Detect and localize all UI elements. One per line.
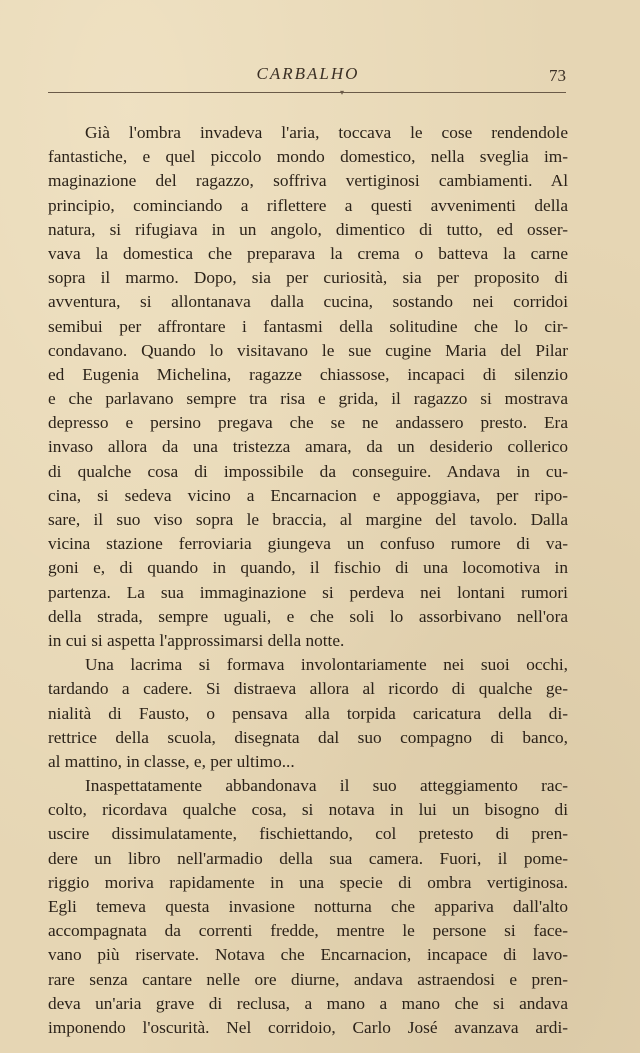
body-text [48,121,568,1040]
text-line: ed Eugenia Michelina, ragazze chiassose, incapaci di silenzio [48,364,568,384]
text-line: vicina stazione ferroviaria giungeva un confuso rumore di va- [48,534,568,554]
text-line: deva un'aria grave di reclusa, a mano a mano che si andava [48,993,568,1013]
paragraph [48,653,568,774]
text-line: nialità di Fausto, o pensava alla torpida caricatura della di- [48,703,568,723]
text-line: cina, si sedeva vicino a Encarnacion e appoggiava, per ripo- [48,485,568,505]
text-line: partenza. La sua immaginazione si perdeva nei lontani rumori [48,582,568,602]
text-line: dere un libro nell'armadio della sua camera. Fuori, il pome- [48,848,568,868]
text-line: in cui si aspetta l'approssimarsi della notte. [48,630,345,650]
text-line: della strada, sempre uguali, e che soli lo assorbivano nell'ora [48,606,568,626]
paragraph [48,121,568,653]
header-rule [48,92,566,93]
text-line: riggio moriva rapidamente in una specie di ombra vertiginosa. [48,872,568,892]
text-line: avventura, si allontanava dalla cucina, sostando nei corridoi [48,292,568,312]
text-line: sare, il suo viso sopra le braccia, al margine del tavolo. Dalla [48,510,568,529]
rule-ornament: ▾ [340,88,345,97]
text-line: Una lacrima si formava involontariamente nei suoi occhi, [85,655,568,675]
text-line: rettrice della scuola, disegnata dal suo compagno di banco, [48,727,568,747]
text-line: tardando a cadere. Si distraeva allora al ricordo di qualche ge- [48,679,568,699]
text-line: e che parlavano sempre tra risa e grida, il ragazzo si mostrava [48,389,568,409]
text-line: vano più riservate. Notava che Encarnacion, incapace di lavo- [48,945,568,965]
text-line: Inaspettatamente abbandonava il suo atteggiamento rac- [85,776,568,796]
text-line: semibui per affrontare i fantasmi della solitudine che lo cir- [48,316,568,336]
text-line: depresso e persino pregava che se ne andassero presto. Era [48,413,568,433]
text-line: principio, cominciando a riflettere a questi avvenimenti della [48,195,568,215]
text-line: colto, ricordava qualche cosa, si notava in lui un bisogno di [48,800,568,820]
text-line: rare senza cantare nelle ore diurne, andava astraendosi e pren- [48,969,568,989]
text-line: uscire dissimulatamente, fischiettando, col pretesto di pren- [48,824,568,844]
text-line: accompagnata da correnti fredde, mentre le persone si face- [48,921,568,941]
text-line: al mattino, in classe, e, per ultimo... [48,751,295,771]
text-line: di qualche cosa di impossibile da conseguire. Andava in cu- [48,461,568,481]
text-line: condavano. Quando lo visitavano le sue cugine Maria del Pilar [48,340,568,360]
text-line: Egli temeva questa invasione notturna che appariva dall'alto [48,897,568,916]
text-line: vava la domestica che preparava la crema o batteva la carne [48,243,568,263]
text-line: invaso allora da una tristezza amara, da un desiderio collerico [48,437,568,457]
text-line: goni e, di quando in quando, il fischio di una locomotiva in [48,558,568,578]
text-line: fantastiche, e quel piccolo mondo domestico, nella sveglia im- [48,147,568,167]
text-line: maginazione del ragazzo, soffriva vertiginosi cambiamenti. Al [48,171,568,191]
text-line: Già l'ombra invadeva l'aria, toccava le cose rendendole [85,123,568,142]
paragraph [48,774,568,1040]
text-line: natura, si rifugiava in un angolo, dimentico di tutto, ed osser- [48,219,568,239]
running-title: CARBALHO [256,64,360,83]
running-head [48,62,568,88]
page-number: 73 [549,66,566,85]
text-line: imponendo l'oscurità. Nel corridoio, Carlo José avanzava ardi- [48,1017,568,1037]
text-line: sopra il marmo. Dopo, sia per curiosità, sia per proposito di [48,268,568,288]
